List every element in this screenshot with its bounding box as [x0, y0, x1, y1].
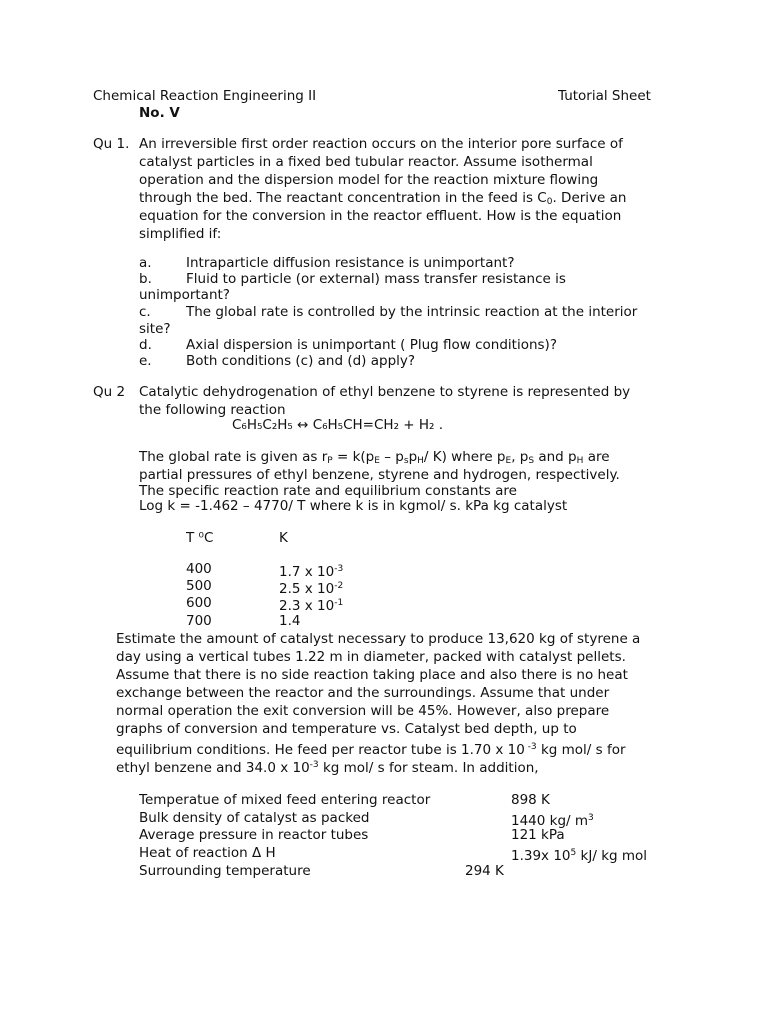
prop-value: 121 kPa [511, 827, 565, 843]
prop-name: Heat of reaction Δ H [139, 845, 276, 861]
table-row-k: 2.5 x $10^{-2}$ [279, 581, 344, 597]
q1-item-b-text: Fluid to particle (or external) mass transfer resistance is [186, 271, 566, 287]
q2-para-3: Assume that there is no side reaction taking place and also there is no heat [116, 667, 628, 683]
q2-para-5: normal operation the exit conversion will be 45%. However, also prepare [116, 703, 610, 719]
q1-item-a-letter: a. [139, 255, 152, 271]
prop-value: 294 K [465, 863, 504, 879]
table-row-k: 1.7 x $10^{-3}$ [279, 564, 344, 580]
q1-item-b-letter: b. [139, 271, 152, 287]
table-row-temp: 400 [186, 561, 212, 577]
q2-para-1: Estimate the amount of catalyst necessary to produce 13,620 kg of styrene a [116, 631, 641, 647]
q2-para-8: ethyl benzene and 34.0 x $10^{-3}$ kg mol/ s for steam. In addition, [116, 760, 539, 776]
prop-name: Bulk density of catalyst as packed [139, 810, 370, 826]
reaction-equation: C₆H₅C₂H₅ ↔ C₆H₅CH=CH₂ + H₂ . [232, 417, 444, 433]
q1-line-6: simplified if: [139, 226, 222, 242]
q2-para-7: equilibrium conditions. He feed per reactor tube is 1.70 x 10 $^{-3}$ kg mol/ s for [116, 742, 626, 758]
q2-para-4: exchange between the reactor and the surroundings. Assume that under [116, 685, 610, 701]
table-row-temp: 700 [186, 613, 212, 629]
table-row-k: 2.3 x $10^{-1}$ [279, 598, 344, 614]
q2-para-2: day using a vertical tubes 1.22 m in diameter, packed with catalyst pellets. [116, 649, 626, 665]
table-row-k: 1.4 [279, 613, 301, 629]
q1-item-c-letter: c. [139, 304, 151, 320]
log-k-equation: Log k = -1.462 – 4770/ T where k is in kgmol/ s. kPa kg catalyst [139, 498, 568, 514]
q1-line-2: catalyst particles in a fixed bed tubular reactor. Assume isothermal [139, 154, 593, 170]
prop-name: Temperatue of mixed feed entering reactor [139, 792, 431, 808]
sheet-number: No. V [139, 105, 180, 121]
table-row-temp: 600 [186, 595, 212, 611]
sheet-label: Tutorial Sheet [558, 88, 651, 104]
prop-value: 1.39x $10^5$ kJ/ kg mol [511, 848, 648, 864]
rate-equation-line: The global rate is given as $r_P = k(p_E - p_sp_H/$ K) where $p_E$, $p_S$ and $p_H$ are [139, 449, 610, 466]
q2-para-6: graphs of conversion and temperature vs. Catalyst bed depth, up to [116, 721, 577, 737]
table-row-temp: 500 [186, 578, 212, 594]
q1-item-a-text: Intraparticle diffusion resistance is unimportant? [186, 255, 515, 271]
q1-item-e-letter: e. [139, 353, 152, 369]
q1-label: Qu 1. [93, 136, 130, 152]
q1-line-5: equation for the conversion in the reactor effluent. How is the equation [139, 208, 622, 224]
q1-line-3: operation and the dispersion model for the reaction mixture flowing [139, 172, 599, 188]
q2-line-3: The specific reaction rate and equilibrium constants are [139, 483, 517, 499]
q1-item-e-text: Both conditions (c) and (d) apply? [186, 353, 416, 369]
q1-item-c-text: The global rate is controlled by the intrinsic reaction at the interior [186, 304, 638, 320]
q1-line-1: An irreversible first order reaction occurs on the interior pore surface of [139, 136, 623, 152]
q2-line-2: partial pressures of ethyl benzene, styrene and hydrogen, respectively. [139, 467, 620, 483]
q1-item-d-text: Axial dispersion is unimportant ( Plug flow conditions)? [186, 337, 557, 353]
table-header-temperature: T ⁰C [186, 530, 214, 546]
q1-item-b-cont: unimportant? [139, 287, 230, 303]
q1-item-d-letter: d. [139, 337, 152, 353]
prop-name: Surrounding temperature [139, 863, 311, 879]
prop-value: 1440 kg/ $m^3$ [511, 813, 594, 829]
prop-name: Average pressure in reactor tubes [139, 827, 369, 843]
prop-value: 898 K [511, 792, 550, 808]
q2-label: Qu 2 [93, 384, 126, 400]
table-header-k: K [279, 530, 288, 546]
q1-item-c-cont: site? [139, 321, 171, 337]
q1-line-4: through the bed. The reactant concentration in the feed is $C_0$. Derive an [139, 190, 627, 207]
q2-intro-2: the following reaction [139, 402, 286, 418]
q2-intro-1: Catalytic dehydrogenation of ethyl benzene to styrene is represented by [139, 384, 631, 400]
course-title: Chemical Reaction Engineering II [93, 88, 317, 104]
